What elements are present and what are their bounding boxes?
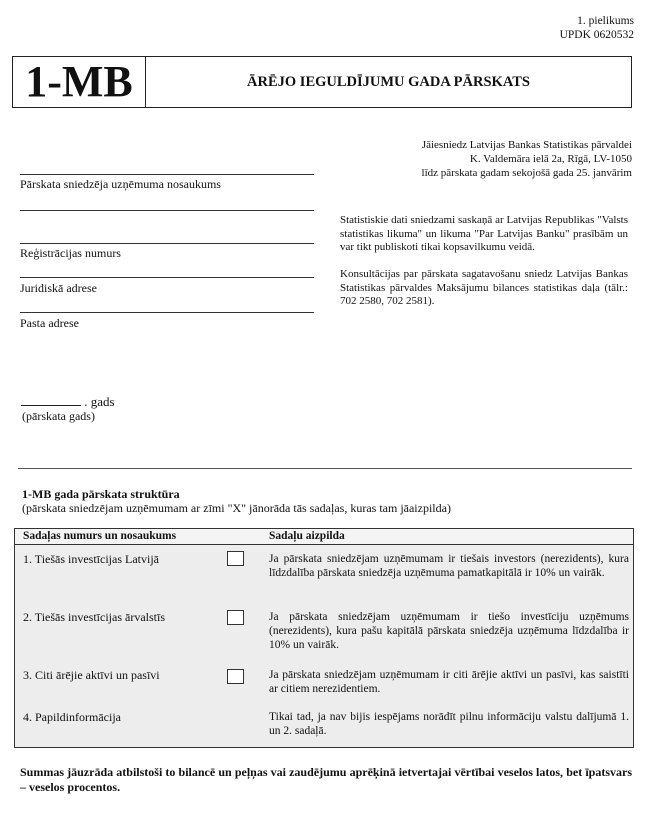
registration-label: Reģistrācijas numurs	[20, 246, 121, 260]
header-fill: Sadaļu aizpilda	[269, 530, 345, 542]
postal-address-label: Pasta adrese	[20, 316, 79, 330]
report-year-caption: (pārskata gads)	[22, 409, 95, 423]
section-2-desc: Ja pārskata sniedzējam uzņēmumam ir tiešo investīciju uzņēmums (nerezidents), kura pašu kapitālā pārskata sniedzēja uzņēmuma līdzdalība ir 10% un vairāk.	[269, 611, 629, 651]
submission-line-2: K. Valdemāra ielā 2a, Rīgā, LV-1050	[469, 153, 632, 165]
structure-table	[14, 528, 634, 748]
submission-info	[422, 138, 632, 180]
form-code: 1-MB	[13, 57, 146, 107]
header-section: Sadaļas numurs un nosaukums	[23, 530, 177, 542]
annex-code: UPDK 0620532	[559, 29, 634, 41]
section-1-name: 1. Tiešās investīcijas Latvijā	[23, 552, 159, 566]
section-1-desc: Ja pārskata sniedzējam uzņēmumam ir tiešais investors (nerezidents), kura līdzdalība pārskata sniedzēja uzņēmuma pamatkapitālā ir 10% un vairāk.	[269, 553, 629, 579]
annex-label: 1. pielikums	[577, 15, 634, 27]
report-year-input[interactable]	[21, 393, 81, 406]
section-4-name: 4. Papildinformācija	[23, 710, 121, 724]
section-1-checkbox[interactable]	[227, 551, 244, 566]
submission-line-1: Jāiesniedz Latvijas Bankas Statistikas pārvaldei	[421, 139, 632, 151]
company-name-line[interactable]	[20, 174, 314, 175]
footnote: Summas jāuzrāda atbilstoši to bilancē un peļņas vai zaudējumu aprēķinā ietvertajai vērtībai veselos latos, bet īpatsvars – veselos procentos.	[20, 765, 632, 794]
legal-address-label: Juridiskā adrese	[20, 281, 97, 295]
section-2-checkbox[interactable]	[227, 610, 244, 625]
registration-line[interactable]	[20, 243, 314, 244]
form-title: ĀRĒJO IEGULDĪJUMU GADA PĀRSKATS	[247, 74, 530, 90]
report-year	[21, 393, 115, 410]
form-title-box	[12, 56, 632, 108]
postal-address-line[interactable]	[20, 312, 314, 313]
table-header	[15, 529, 633, 545]
confidentiality-note: Statistiskie dati sniedzami saskaņā ar Latvijas Republikas "Valsts statistikas likuma" un likuma "Par Latvijas Banku" prasībām un var tikt publiskoti tikai kopsavilkumu veidā.	[340, 214, 628, 253]
report-year-suffix: . gads	[84, 394, 115, 409]
company-name-label: Pārskata sniedzēja uzņēmuma nosaukums	[20, 177, 221, 191]
consultation-note: Konsultācijas par pārskata sagatavošanu sniedz Latvijas Bankas Statistikas pārvaldes Maksājumu bilances statistikas daļa (tālr.: 702 2580, 702 2581).	[340, 268, 628, 307]
annex-info	[560, 14, 634, 42]
section-3-name: 3. Citi ārējie aktīvi un pasīvi	[23, 668, 160, 682]
structure-subtitle: (pārskata sniedzējam uzņēmumam ar zīmi "X" jānorāda tās sadaļas, kuras tam jāaizpilda)	[22, 501, 451, 515]
section-4-desc: Tikai tad, ja nav bijis iespējams norādīt pilnu informāciju valstu dalījumā 1. un 2. sadaļā.	[269, 711, 629, 737]
section-3-desc: Ja pārskata sniedzējam uzņēmumam ir citi ārējie aktīvi un pasīvi, kas saistīti ar citiem nerezidentiem.	[269, 669, 629, 695]
section-divider	[18, 468, 632, 469]
section-3-checkbox[interactable]	[227, 669, 244, 684]
legal-address-line[interactable]	[20, 277, 314, 278]
section-2-name: 2. Tiešās investīcijas ārvalstīs	[23, 610, 165, 624]
structure-title: 1-MB gada pārskata struktūra	[22, 487, 180, 501]
submission-line-3: līdz pārskata gadam sekojošā gada 25. janvārim	[421, 167, 632, 179]
company-name-line-2[interactable]	[20, 210, 314, 211]
